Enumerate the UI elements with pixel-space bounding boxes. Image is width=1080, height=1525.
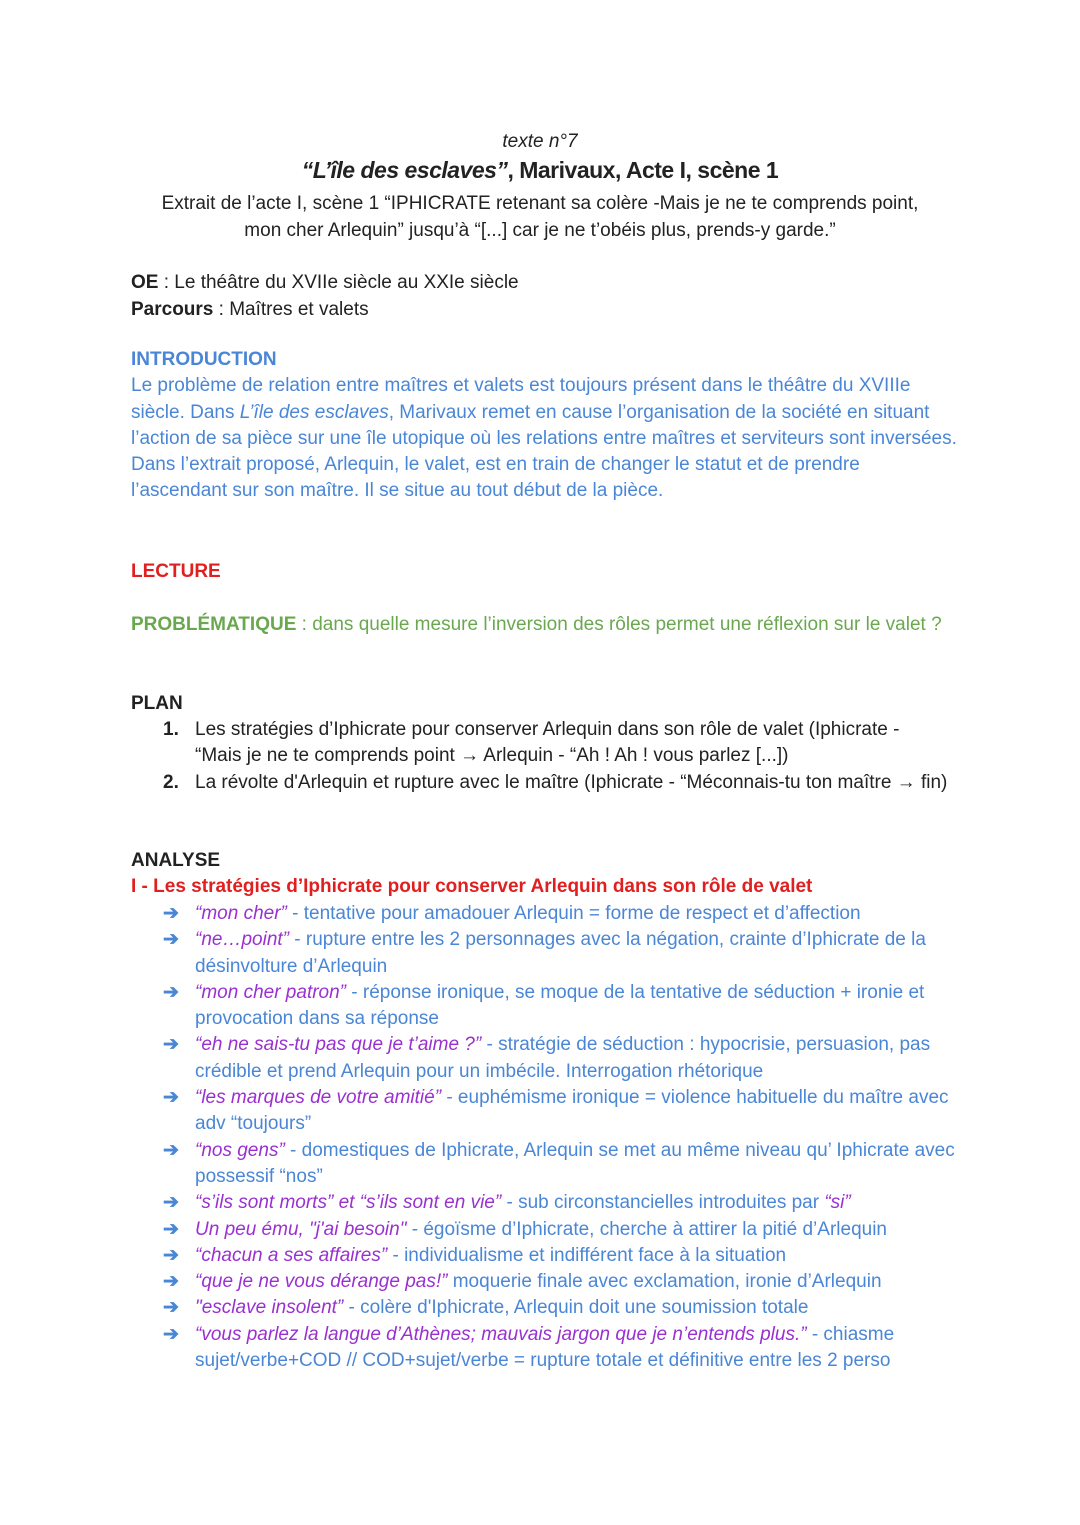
comment: - réponse ironique, se moque de la tentative de séduction + ironie et provocation dans sa réponse	[195, 981, 925, 1030]
plan-item-text: La révolte d'Arlequin et rupture avec le maître (Iphicrate - “Méconnais-tu ton maître → fin)	[195, 771, 948, 793]
problematique-heading: PROBLÉMATIQUE	[131, 614, 297, 635]
comment: - sub circonstancielles introduites par	[501, 1192, 825, 1214]
text-number: texte n°7	[502, 131, 578, 152]
comment: - stratégie de séduction : hypocrisie, persuasion, pas crédible et prend Arlequin pour un imbécile. Interrogation rhétorique	[195, 1034, 931, 1082]
list-item	[131, 1322, 961, 1375]
parcours-label: Parcours	[131, 299, 214, 320]
quote: “que je ne vous dérange pas!”	[195, 1271, 448, 1293]
arrow-right-icon: ➔	[163, 1244, 179, 1266]
arrow-right-icon: ➔	[163, 1297, 179, 1319]
quote: “vous parlez la langue d’Athènes; mauvais jargon que je n’entends plus.”	[195, 1323, 807, 1345]
arrow-right-icon: ➔	[163, 1139, 179, 1161]
quote: “nos gens”	[195, 1139, 285, 1161]
analyse-section-title: I - Les stratégies d’Iphicrate pour conserver Arlequin dans son rôle de valet	[131, 876, 813, 897]
intro-text: , Marivaux remet en cause l’organisation de la société en situant l’action de sa pièce sur une île utopique où les relations entre maîtres et serviteurs sont inversées.	[131, 401, 957, 449]
plan-item	[131, 717, 951, 770]
comment: - domestiques de Iphicrate, Arlequin se met au même niveau qu’ Iphicrate avec possessif “nos”	[195, 1139, 955, 1187]
arrow-right-icon: ➔	[163, 1218, 179, 1240]
quote: “ne…point”	[195, 929, 289, 951]
list-item	[131, 1190, 961, 1216]
page-title	[0, 157, 1080, 184]
problematique-section	[131, 612, 961, 638]
comment: - rupture entre les 2 personnages avec la négation, crainte d’Iphicrate de la désinvolture d’Arlequin	[195, 929, 926, 977]
arrow-right-icon: ➔	[163, 1323, 179, 1345]
analyse-heading: ANALYSE	[131, 850, 221, 871]
plan-item-number: 2.	[163, 771, 179, 793]
arrow-right-icon: ➔	[163, 1087, 179, 1109]
plan-heading: PLAN	[131, 693, 183, 714]
analysis-list	[131, 901, 961, 1374]
comment: - chiasme sujet/verbe+COD // COD+sujet/verbe = rupture totale et définitive entre les 2 perso	[195, 1323, 895, 1372]
arrow-right-icon: ➔	[163, 1271, 179, 1293]
list-item	[131, 1138, 961, 1191]
list-item	[131, 980, 961, 1033]
plan-item-number: 1.	[163, 719, 179, 740]
arrow-right-icon: ➔	[163, 929, 179, 951]
quote: “s’ils sont morts” et “s’ils sont en vie”	[195, 1192, 502, 1214]
quote: “mon cher”	[195, 903, 287, 924]
extract-line: mon cher Arlequin” jusqu’à “[...] car je ne t’obéis plus, prends-y garde.”	[244, 219, 836, 241]
arrow-right-icon: ➔	[163, 981, 179, 1003]
list-item	[131, 1269, 961, 1295]
oe-line	[131, 269, 519, 296]
course-meta	[131, 269, 519, 323]
quote: “chacun a ses affaires”	[195, 1244, 388, 1266]
comment: - euphémisme ironique = violence habituelle du maître avec adv “toujours”	[195, 1087, 949, 1135]
arrow-right-icon: ➔	[163, 903, 179, 924]
list-item	[131, 927, 961, 980]
problematique-text: : dans quelle mesure l’inversion des rôles permet une réflexion sur le valet ?	[296, 614, 942, 635]
list-item	[131, 901, 961, 927]
comment: - égoïsme d’Iphicrate, cherche à attirer la pitié d’Arlequin	[406, 1218, 887, 1240]
quote: “eh ne sais-tu pas que je t’aime ?”	[195, 1034, 482, 1056]
title-author-act: , Marivaux, Acte I, scène 1	[507, 157, 779, 183]
oe-label: OE	[131, 272, 159, 293]
comment: - colère d'Iphicrate, Arlequin doit une soumission totale	[343, 1297, 809, 1319]
parcours-line	[131, 296, 519, 323]
comment: - tentative pour amadouer Arlequin = forme de respect et d’affection	[286, 903, 861, 924]
oe-value: : Le théâtre du XVIIe siècle au XXIe siècle	[158, 272, 519, 293]
list-item	[131, 1032, 961, 1085]
intro-work-title: L’île des esclaves	[239, 401, 389, 423]
extract-description	[120, 191, 960, 244]
plan-item-text: Les stratégies d’Iphicrate pour conserver Arlequin dans son rôle de valet (Iphicrate - “Mais je ne te comprends point → Arlequin - “Ah ! Ah ! vous parlez [...])	[195, 719, 900, 767]
quote: “les marques de votre amitié”	[195, 1087, 442, 1109]
quote: "esclave insolent”	[195, 1297, 344, 1319]
comment: moquerie finale avec exclamation, ironie d’Arlequin	[447, 1271, 882, 1293]
introduction-paragraph: Dans l’extrait proposé, Arlequin, le valet, est en train de changer le statut et de prendre l’ascendant sur son maître. Il se situe au tout début de la pièce.	[131, 454, 860, 502]
parcours-value: : Maîtres et valets	[213, 299, 369, 320]
introduction-heading: INTRODUCTION	[131, 349, 277, 370]
extract-line: Extrait de l’acte I, scène 1 “IPHICRATE retenant sa colère -Mais je ne te comprends point,	[161, 193, 919, 214]
intro-text: Le problème de relation entre maîtres et valets est toujours présent dans le théâtre du XVIIIe siècle. Dans	[131, 375, 911, 423]
comment: - individualisme et indifférent face à la situation	[387, 1244, 787, 1266]
quote: “si”	[824, 1192, 851, 1214]
title-work: “L’île des esclaves”	[301, 157, 508, 183]
list-item	[131, 1295, 961, 1321]
plan-list	[131, 717, 951, 796]
arrow-right-icon: ➔	[163, 1192, 179, 1214]
list-item	[131, 1243, 961, 1269]
list-item	[131, 1217, 961, 1243]
quote: “mon cher patron”	[195, 981, 347, 1003]
arrow-right-icon: ➔	[163, 1034, 179, 1056]
introduction-paragraph	[131, 373, 961, 452]
plan-item	[131, 770, 951, 796]
quote: Un peu ému, "j'ai besoin"	[195, 1218, 407, 1240]
introduction-section	[131, 347, 961, 505]
list-item	[131, 1085, 961, 1138]
lecture-heading: LECTURE	[131, 561, 221, 582]
